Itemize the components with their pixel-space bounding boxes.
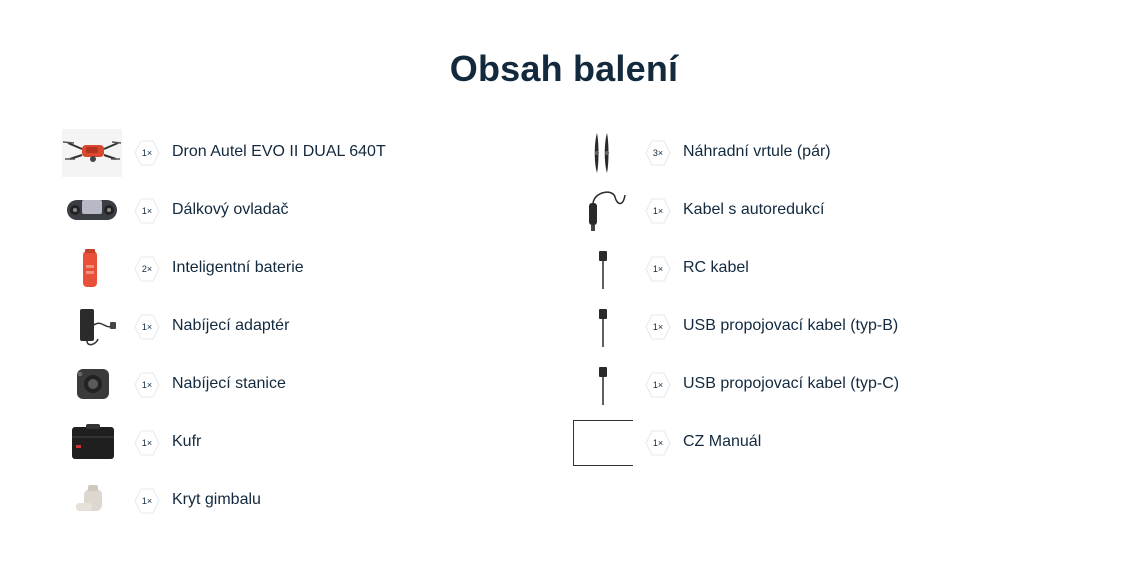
item-label: USB propojovací kabel (typ-C) <box>683 375 900 392</box>
rc-cable-icon <box>573 245 633 293</box>
case-icon <box>62 419 122 467</box>
item-label: Náhradní vrtule (pár) <box>683 143 831 160</box>
package-item <box>573 414 1013 472</box>
charging-adapter-icon <box>62 303 122 351</box>
package-item <box>573 298 1013 356</box>
battery-icon <box>62 245 122 293</box>
item-label: Nabíjecí adaptér <box>172 317 290 334</box>
item-label: Dálkový ovladač <box>172 201 289 218</box>
quantity-badge: 1× <box>645 430 671 456</box>
quantity-badge: 1× <box>645 256 671 282</box>
quantity-badge: 3× <box>645 140 671 166</box>
item-label: CZ Manuál <box>683 433 762 450</box>
package-item <box>573 240 1013 298</box>
package-item <box>62 472 502 530</box>
charging-station-icon <box>62 361 122 409</box>
package-item <box>62 182 502 240</box>
quantity-badge: 1× <box>134 314 160 340</box>
quantity-badge: 1× <box>134 372 160 398</box>
usb-c-cable-icon <box>573 361 633 409</box>
package-contents-left-column <box>62 124 502 530</box>
propellers-icon <box>573 129 633 177</box>
item-label: RC kabel <box>683 259 749 276</box>
item-label: Inteligentní baterie <box>172 259 304 276</box>
page-title: Obsah balení <box>449 48 679 89</box>
quantity-badge: 2× <box>134 256 160 282</box>
quantity-badge: 1× <box>134 140 160 166</box>
package-item <box>62 298 502 356</box>
package-item <box>62 414 502 472</box>
car-charger-cable-icon <box>573 187 633 235</box>
quantity-badge: 1× <box>645 314 671 340</box>
package-item <box>573 124 1013 182</box>
package-item <box>62 124 502 182</box>
gimbal-cover-icon <box>62 477 122 525</box>
item-label: Nabíjecí stanice <box>172 375 286 392</box>
package-item <box>573 356 1013 414</box>
item-label: Kabel s autoredukcí <box>683 201 825 218</box>
item-label: Dron Autel EVO II DUAL 640T <box>172 143 386 160</box>
quantity-badge: 1× <box>134 198 160 224</box>
package-contents-right-column <box>573 124 1013 472</box>
quantity-badge: 1× <box>134 430 160 456</box>
quantity-badge: 1× <box>645 198 671 224</box>
package-item <box>573 182 1013 240</box>
drone-icon <box>62 129 122 177</box>
item-label: Kryt gimbalu <box>172 491 261 508</box>
item-label: Kufr <box>172 433 202 450</box>
quantity-badge: 1× <box>645 372 671 398</box>
usb-b-cable-icon <box>573 303 633 351</box>
item-label: USB propojovací kabel (typ-B) <box>683 317 899 334</box>
remote-controller-icon <box>62 187 122 235</box>
package-item <box>62 240 502 298</box>
quantity-badge: 1× <box>134 488 160 514</box>
package-item <box>62 356 502 414</box>
manual-placeholder <box>573 419 633 467</box>
